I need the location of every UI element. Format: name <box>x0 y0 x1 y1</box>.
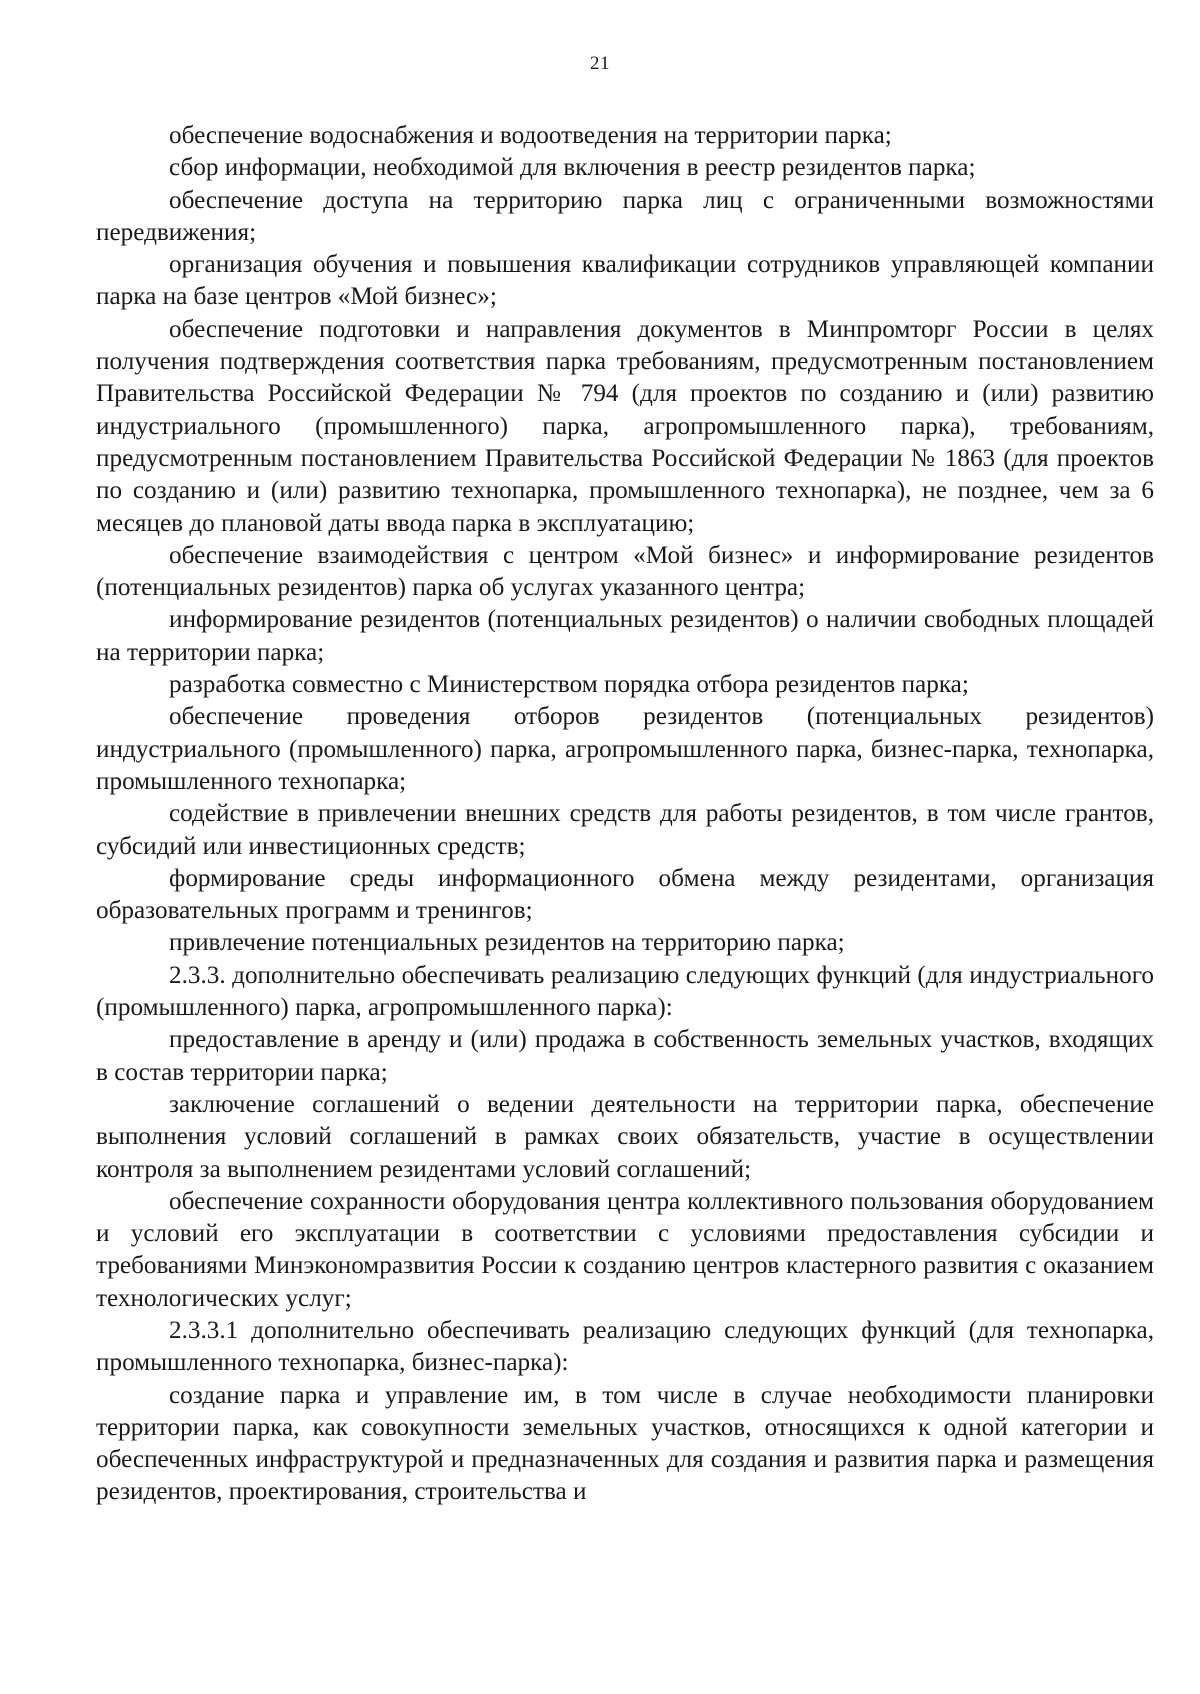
paragraph: обеспечение взаимодействия с центром «Мой бизнес» и информирование резидентов (потенциальных резидентов) парка об услугах указанного центра; <box>96 541 1154 602</box>
page-number: 21 <box>590 53 610 74</box>
paragraph: содействие в привлечении внешних средств для работы резидентов, в том числе грантов, субсидий или инвестиционных средств; <box>96 800 1154 860</box>
paragraph: обеспечение водоснабжения и водоотведения на территории парка; <box>169 122 892 149</box>
paragraph: обеспечение доступа на территорию парка лиц с ограниченными возможностями передвижения; <box>96 186 1154 246</box>
paragraph: разработка совместно с Министерством порядка отбора резидентов парка; <box>169 671 969 699</box>
paragraph: обеспечение подготовки и направления документов в Минпромторг России в целях получения подтверждения соответствия парка требованиям, предусмотренным постановлением Правительства Российской Федерации № 794 (для проектов по созданию и (или) развитию индустриального (промышленного) парка, агропромышленного парка), требованиям, предусмотренным постановлением Правительства Российской Федерации № 1863 (для проектов по созданию и (или) развитию технопарка, промышленного технопарка), не позднее, чем за 6 месяцев до плановой даты ввода парка в эксплуатацию; <box>96 315 1154 537</box>
paragraph: организация обучения и повышения квалификации сотрудников управляющей компании парка на базе центров «Мой бизнес»; <box>96 251 1154 311</box>
paragraph: заключение соглашений о ведении деятельности на территории парка, обеспечение выполнения условий соглашений в рамках своих обязательств, участие в осуществлении контроля за выполнением резидентами условий соглашений; <box>96 1090 1154 1183</box>
document-body <box>96 120 1154 1509</box>
paragraph: обеспечение сохранности оборудования центра коллективного пользования оборудованием и условий его эксплуатации в соответствии с условиями предоставления субсидии и требованиями Минэкономразвития России к созданию центров кластерного развития с оказанием технологических услуг; <box>96 1187 1154 1312</box>
section-heading-2-3-3-1: 2.3.3.1 дополнительно обеспечивать реализацию следующих функций (для технопарка, промышленного технопарка, бизнес-парка): <box>96 1316 1154 1377</box>
paragraph: привлечение потенциальных резидентов на территорию парка; <box>169 929 845 957</box>
paragraph: сбор информации, необходимой для включения в реестр резидентов парка; <box>169 154 976 182</box>
paragraph: предоставление в аренду и (или) продажа в собственность земельных участков, входящих в состав территории парка; <box>96 1026 1154 1086</box>
paragraph: формирование среды информационного обмена между резидентами, организация образовательных программ и тренингов; <box>96 864 1154 925</box>
section-heading-2-3-3: 2.3.3. дополнительно обеспечивать реализацию следующих функций (для индустриального (промышленного) парка, агропромышленного парка): <box>96 961 1154 1022</box>
paragraph: обеспечение проведения отборов резидентов (потенциальных резидентов) индустриального (промышленного) парка, агропромышленного парка, бизнес-парка, технопарка, промышленного технопарка; <box>96 703 1154 795</box>
paragraph: информирование резидентов (потенциальных резидентов) о наличии свободных площадей на территории парка; <box>96 606 1154 666</box>
paragraph: создание парка и управление им, в том числе в случае необходимости планировки территории парка, как совокупности земельных участков, относящихся к одной категории и обеспеченных инфраструктурой и предназначенных для создания и развития парка и размещения резидентов, проектирования, строительства и <box>96 1381 1154 1506</box>
